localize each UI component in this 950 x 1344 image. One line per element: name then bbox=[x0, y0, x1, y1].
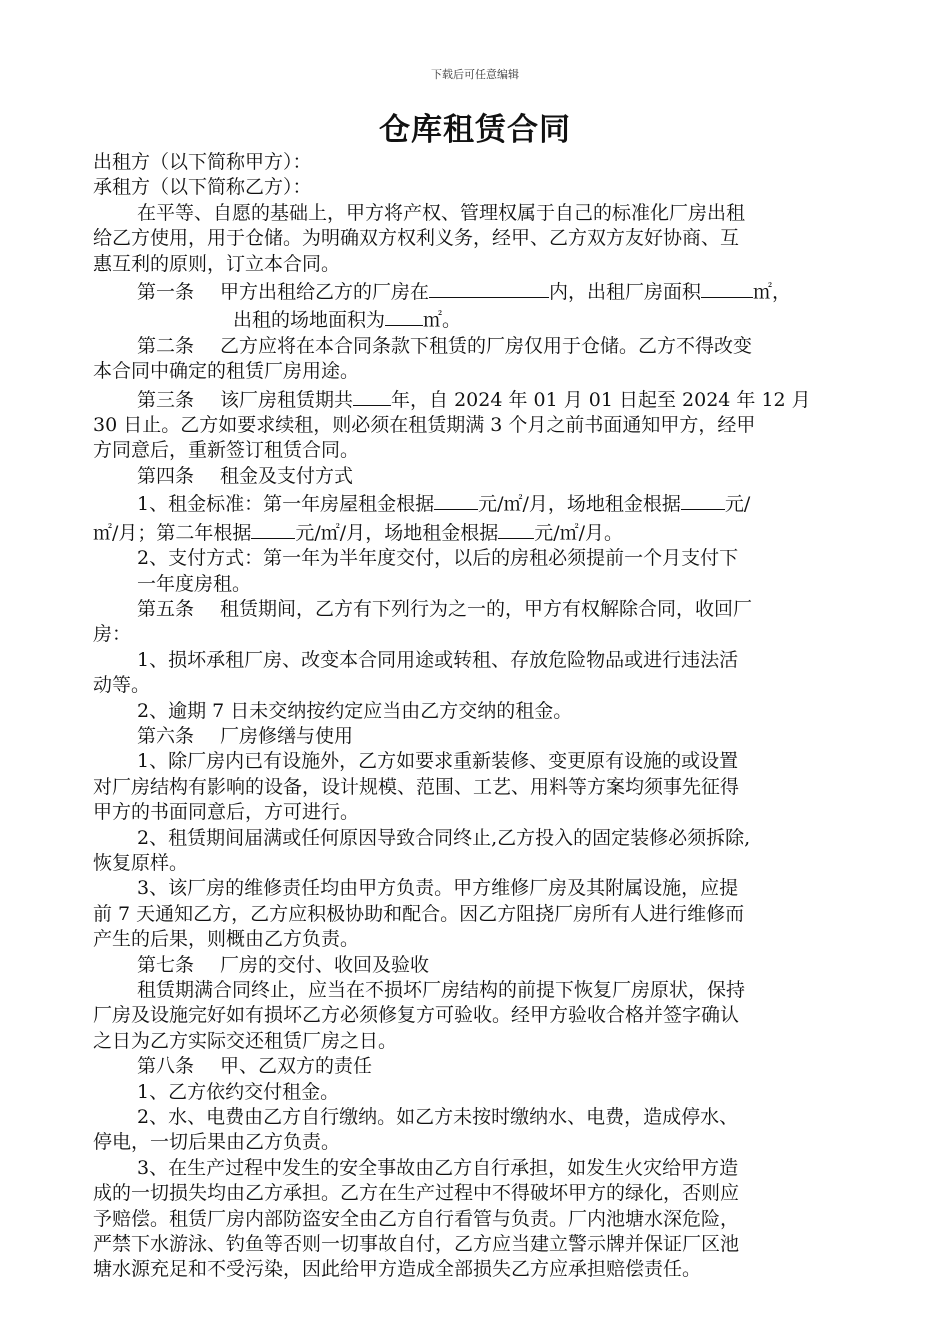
article-number: 第六条 bbox=[137, 724, 195, 747]
document-title: 仓库租赁合同 bbox=[379, 112, 571, 148]
article-text: 出租的场地面积为 bbox=[233, 309, 386, 332]
article-5-line: 2、逾期 7 日未交纳按约定应当由乙方交纳的租金。 bbox=[137, 699, 573, 722]
article-number: 第二条 bbox=[137, 334, 195, 357]
article-8-line: 1、乙方依约交付租金。 bbox=[137, 1080, 340, 1103]
location-blank bbox=[429, 277, 549, 298]
article-4-line bbox=[93, 489, 855, 517]
article-2-line bbox=[93, 334, 855, 359]
article-6-line: 2、租赁期间届满或任何原因导致合同终止,乙方投入的固定装修必须拆除, bbox=[137, 826, 751, 849]
article-5-line bbox=[93, 597, 855, 622]
article-8-line: 予赔偿。租赁厂房内部防盗安全由乙方自行看管与负责。厂内池塘水深危险， bbox=[93, 1207, 740, 1230]
article-text: 甲方出租给乙方的厂房在 bbox=[220, 281, 430, 304]
preamble-line: 惠互利的原则，订立本合同。 bbox=[93, 252, 341, 275]
article-8-line: 3、在生产过程中发生的安全事故由乙方自行承担，如发生火灾给甲方造 bbox=[137, 1156, 739, 1179]
article-5-line: 1、损坏承租厂房、改变本合同用途或转租、存放危险物品或进行违法活 bbox=[137, 648, 739, 671]
site-area-blank bbox=[385, 305, 423, 326]
house-rent-blank bbox=[434, 489, 478, 510]
article-7-line: 厂房及设施完好如有损坏乙方必须修复方可验收。经甲方验收合格并签字确认 bbox=[93, 1004, 740, 1027]
article-6-line: 恢复原样。 bbox=[93, 851, 189, 874]
article-6-heading bbox=[93, 724, 855, 749]
article-3-line: 方同意后，重新签订租赁合同。 bbox=[93, 439, 360, 462]
article-4-line: 2、支付方式：第一年为半年度交付，以后的房租必须提前一个月支付下 bbox=[137, 547, 739, 570]
article-number: 第七条 bbox=[137, 953, 195, 976]
article-6-line: 产生的后果，则概由乙方负责。 bbox=[93, 928, 360, 951]
preamble-line: 在平等、自愿的基础上，甲方将产权、管理权属于自己的标准化厂房出租 bbox=[137, 201, 746, 224]
article-text: 元/㎡/月。 bbox=[534, 521, 624, 544]
article-text: 该厂房租赁期共 bbox=[220, 388, 354, 411]
article-8-line: 严禁下水游泳、钓鱼等否则一切事故自付，乙方应当建立警示牌并保证厂区池 bbox=[93, 1233, 740, 1256]
article-text: 元/㎡/月，场地租金根据 bbox=[295, 521, 499, 544]
article-text: ㎡。 bbox=[423, 309, 462, 332]
article-text: 内，出租厂房面积 bbox=[549, 281, 702, 304]
article-number: 第八条 bbox=[137, 1055, 195, 1078]
article-7-line: 之日为乙方实际交还租赁厂房之日。 bbox=[93, 1029, 398, 1052]
term-years-blank bbox=[353, 385, 391, 406]
article-6-line: 前 7 天通知乙方，乙方应积极协助和配合。因乙方阻挠厂房所有人进行维修而 bbox=[93, 902, 745, 925]
article-6-line: 对厂房结构有影响的设备，设计规模、范围、工艺、用料等方案均须事先征得 bbox=[93, 775, 740, 798]
article-6-line: 甲方的书面同意后，方可进行。 bbox=[93, 801, 360, 824]
area-blank bbox=[701, 277, 753, 298]
header-note: 下载后可任意编辑 bbox=[431, 68, 519, 81]
article-heading-text: 租金及支付方式 bbox=[220, 464, 354, 487]
article-6-line: 3、该厂房的维修责任均由甲方负责。甲方维修厂房及其附属设施，应提 bbox=[137, 877, 739, 900]
second-year-site-rent-blank bbox=[498, 518, 534, 539]
article-2-line: 本合同中确定的租赁厂房用途。 bbox=[93, 360, 360, 383]
article-3-line: 30 日止。乙方如要求续租，则必须在租赁期满 3 个月之前书面通知甲方，经甲 bbox=[93, 414, 756, 437]
article-text: 乙方应将在本合同条款下租赁的厂房仅用于仓储。乙方不得改变 bbox=[220, 334, 753, 357]
article-heading-text: 甲、乙双方的责任 bbox=[220, 1055, 373, 1078]
article-8-line: 塘水源充足和不受污染，因此给甲方造成全部损失乙方应承担赔偿责任。 bbox=[93, 1258, 702, 1281]
second-year-rent-blank bbox=[251, 518, 295, 539]
article-text: 元/㎡/月，场地租金根据 bbox=[478, 493, 681, 516]
site-rent-blank bbox=[681, 489, 725, 510]
article-8-line: 2、水、电费由乙方自行缴纳。如乙方未按时缴纳水、电费，造成停水、 bbox=[137, 1106, 739, 1129]
article-4-heading bbox=[93, 464, 855, 489]
article-text: 租赁期间，乙方有下列行为之一的，甲方有权解除合同，收回厂 bbox=[220, 597, 753, 620]
contract-body bbox=[93, 150, 855, 1283]
article-number: 第四条 bbox=[137, 464, 195, 487]
article-heading-text: 厂房的交付、收回及验收 bbox=[220, 953, 430, 976]
lessor-line: 出租方（以下简称甲方）： bbox=[93, 151, 312, 173]
article-4-line: 一年度房租。 bbox=[137, 572, 252, 595]
article-8-heading bbox=[93, 1054, 855, 1079]
article-6-line: 1、除厂房内已有设施外，乙方如要求重新装修、变更原有设施的或设置 bbox=[137, 750, 739, 773]
article-1-line bbox=[93, 277, 855, 305]
article-4-line bbox=[93, 518, 855, 546]
article-5-line: 房： bbox=[93, 623, 132, 646]
article-1-line bbox=[93, 305, 855, 333]
article-text: 年，自 2024 年 01 月 01 日起至 2024 年 12 月 bbox=[391, 388, 811, 411]
article-text: ㎡， bbox=[753, 281, 792, 304]
article-heading-text: 厂房修缮与使用 bbox=[220, 724, 354, 747]
lessee-line: 承租方（以下简称乙方）： bbox=[93, 176, 312, 199]
article-text: ㎡/月；第二年根据 bbox=[93, 521, 252, 544]
preamble-line: 给乙方使用，用于仓储。为明确双方权利义务，经甲、乙方双方友好协商、互 bbox=[93, 227, 740, 250]
article-8-line: 成的一切损失均由乙方承担。乙方在生产过程中不得破坏甲方的绿化，否则应 bbox=[93, 1182, 740, 1205]
article-text: 1、租金标准：第一年房屋租金根据 bbox=[137, 493, 435, 516]
article-5-line: 动等。 bbox=[93, 674, 151, 697]
article-7-line: 租赁期满合同终止，应当在不损坏厂房结构的前提下恢复厂房原状，保持 bbox=[137, 979, 746, 1001]
article-7-heading bbox=[93, 953, 855, 978]
article-number: 第五条 bbox=[137, 597, 195, 620]
article-number: 第一条 bbox=[137, 281, 195, 304]
article-3-line bbox=[93, 385, 855, 413]
article-text: 元/ bbox=[724, 493, 751, 516]
article-number: 第三条 bbox=[137, 388, 195, 411]
article-8-line: 停电，一切后果由乙方负责。 bbox=[93, 1131, 341, 1154]
